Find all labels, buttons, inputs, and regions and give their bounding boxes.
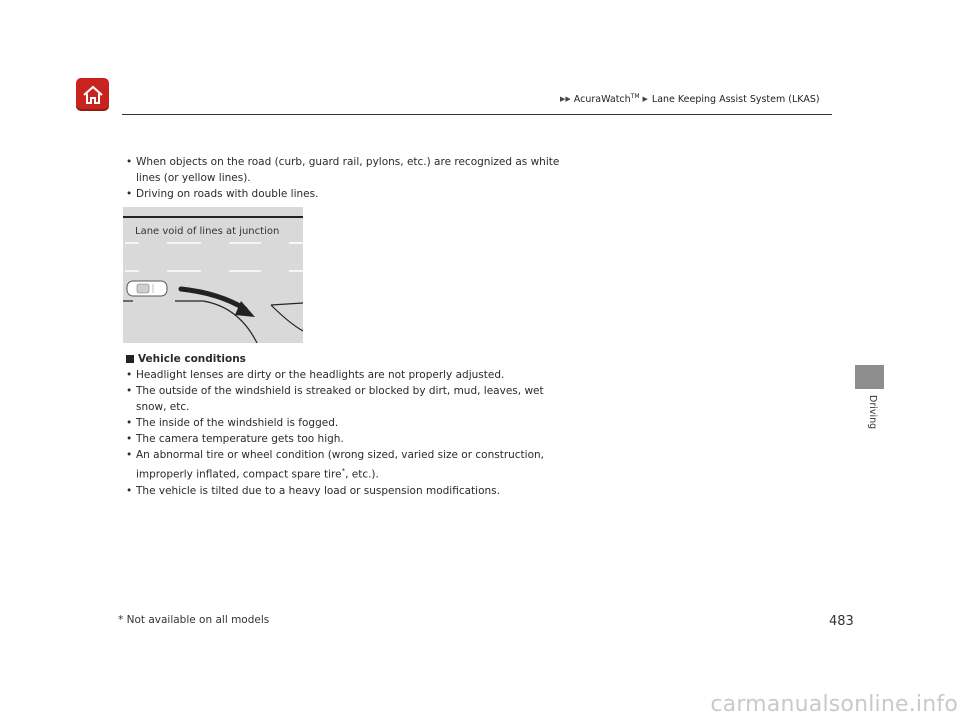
section-tab-label: Driving [867,395,878,430]
footnote: * Not available on all models [118,614,270,626]
header-divider [122,114,832,115]
junction-illustration [123,207,303,343]
section-tab[interactable] [855,365,884,389]
list-item: • Driving on roads with double lines. [126,188,319,200]
figure-caption: Lane void of lines at junction [135,226,280,237]
breadcrumb-arrow-icon: ▶ [642,95,648,104]
home-icon [81,83,105,107]
breadcrumb-item-lkas[interactable]: Lane Keeping Assist System (LKAS) [651,93,820,105]
section-heading: Vehicle conditions [126,351,566,367]
breadcrumb-item-acurawatch[interactable]: AcuraWatch™ [573,93,640,106]
square-bullet-icon [126,355,134,363]
list-item: • When objects on the road (curb, guard rail, pylons, etc.) are recognized as white lines (or yellow lines). [126,156,560,184]
page-number: 483 [829,614,854,629]
list-item: • The camera temperature gets too high. [126,433,344,445]
list-item: • Headlight lenses are dirty or the headlights are not properly adjusted. [126,369,505,381]
home-button[interactable] [76,78,109,111]
breadcrumb [560,93,820,105]
list-item: • An abnormal tire or wheel condition (wrong sized, varied size or construction, improperly inflated, compact spare tire*, etc.). [126,449,545,481]
list-item: • The outside of the windshield is streaked or blocked by dirt, mud, leaves, wet snow, etc. [126,385,544,413]
list-item: • The inside of the windshield is fogged. [126,417,339,429]
breadcrumb-arrow-icon: ▶▶ [560,95,571,104]
page-content [126,154,566,499]
watermark: carmanualsonline.info [710,692,958,717]
list-item: • The vehicle is tilted due to a heavy load or suspension modifications. [126,484,500,497]
footnote-link[interactable]: * [341,467,346,475]
